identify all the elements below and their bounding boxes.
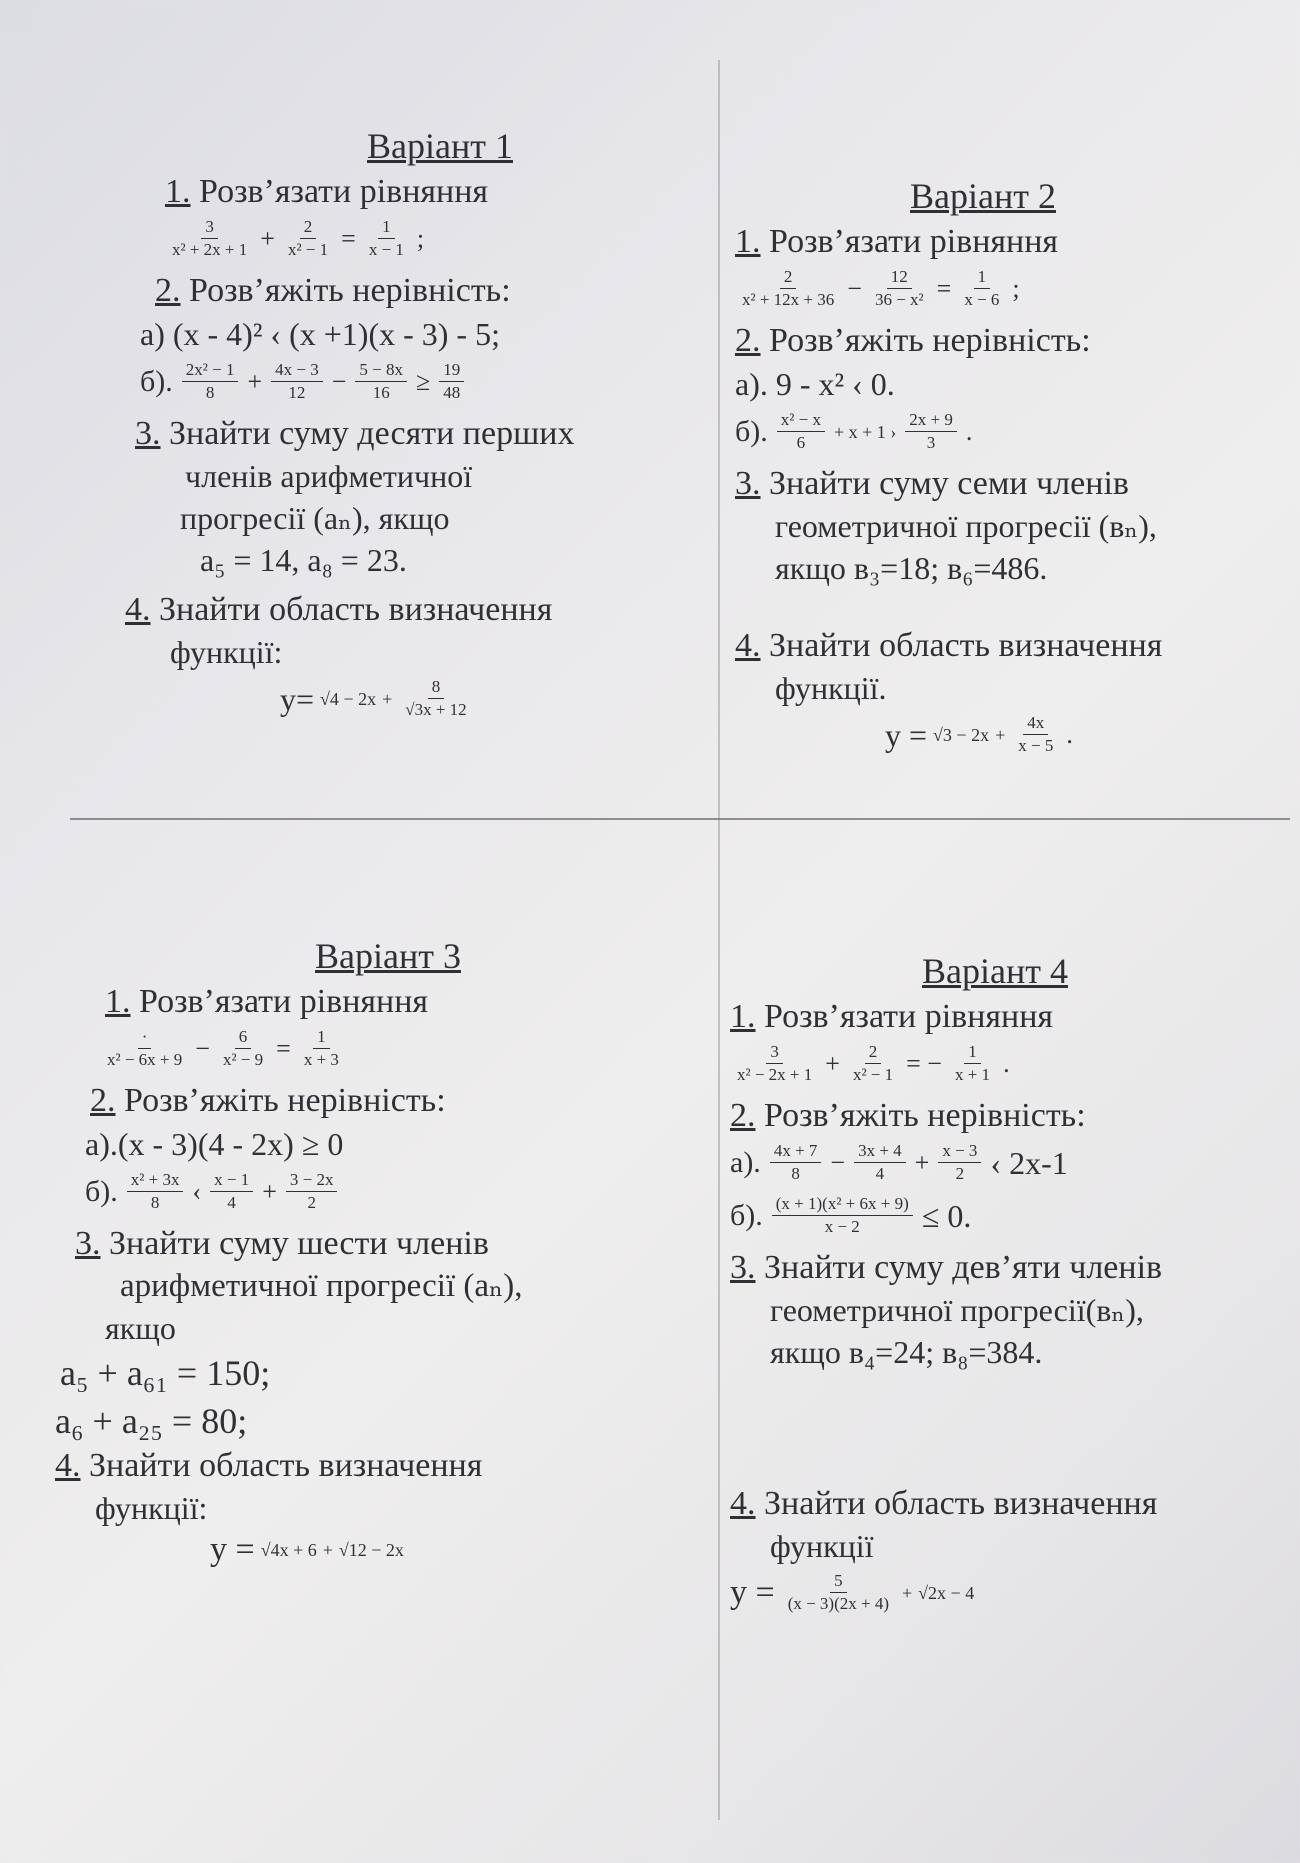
task-1: 1. Розв’язати рівняння (735, 223, 1059, 260)
task-4: 4. Знайти область визначення (735, 627, 1163, 664)
variant-1: Варіант 1 1. Розв’язати рівняння $\frac{3}{\text{x² + 2x + 1}}$ + $\frac{2}{\text{x² − 1}}$ = $\frac{1}{x - 1}$ ; 2. Розв’яжіть нерівність: а) (x - 4)² ‹ (x +1)(x - 3) - 5; б). $\frac{\text{2x² − 1}}{8}$ + $\frac{4x - 3}{12}$ − $\frac{5 - 8x}{16}$ ≥ $\frac{19}{48}$ 3. Знайти суму десяти перших членів арифметичної прогресії (aₙ), якщо a₅ = 14, a₈ = 23. 4. Знайти область визначення функції: y= √4 − 2x + $\frac{8}{√3x + 12}$ (140, 125, 720, 730)
fraction: $\frac{\text{2x² − 1}}{8}$ (182, 360, 239, 403)
task-3: 3. Знайти суму дев’яти членів (730, 1249, 1163, 1286)
fraction: $\frac{2}{\text{x² − 1}}$ (287, 217, 329, 259)
inequality-a: а) (x - 4)² ‹ (x +1)(x - 3) - 5; (140, 316, 500, 352)
variant-4: Варіант 4 1. Розв’язати рівняння $\frac{3}{\text{x² − 2x + 1}}$ + $\frac{2}{\text{x² − 1}}$ = − $\frac{1}{x + 1}$ . 2. Розв’яжіть нерівність: а). $\frac{4x + 7}{8}$ − $\frac{3x + 4}{4}$ + $\frac{x - 3}{2}$ ‹ 2x-1 б). $\frac{\text{(x + 1)(x² + 6x + 9)}}{x - 2}$ ≤ 0. 3. Знайти суму дев’яти членів геометричної прогресії(вₙ), якщо в₄=24; в₈=384. 4. Знайти область визначення функції y = $\frac{5}{(x - 3)(2x + 4)}$ + √2x − 4 (730, 950, 1300, 1624)
variant-2: Варіант 2 1. Розв’язати рівняння $\frac{2}{\text{x² + 12x + 36}}$ − $\frac{12}{\text{36 − x²}}$ = $\frac{1}{x - 6}$ ; 2. Розв’яжіть нерівність: а). 9 - x² ‹ 0. б). $\frac{\text{x² − x}}{6}$ + x + 1 › $\frac{2x + 9}{3}$ . 3. Знайти суму семи членів геометричної прогресії (вₙ), якщо в₃=18; в₆=486. 4. Знайти область визначення функції. y = √3 − 2x + $\frac{4x}{x - 5}$ . (735, 175, 1300, 766)
task-2: 2. Розв’яжіть нерівність: (730, 1097, 1086, 1134)
inequality-a: а). 9 - x² ‹ 0. (735, 366, 895, 402)
fraction: $\frac{\text{x² + 3x}}{8}$ (127, 1170, 184, 1213)
fraction: $\frac{2x + 9}{3}$ (905, 410, 957, 453)
row-divider (70, 818, 1290, 820)
task-2: 2. Розв’яжіть нерівність: (735, 322, 1091, 359)
fraction: $\frac{2}{\text{x² + 12x + 36}}$ (742, 267, 835, 309)
variant-title: Варіант 2 (910, 176, 1056, 216)
function: y = √4x + 6 + √12 − 2x (210, 1531, 404, 1568)
fraction: $\frac{x - 3}{2}$ (938, 1141, 981, 1184)
inequality-a: а).(x - 3)(4 - 2x) ≥ 0 (85, 1126, 344, 1162)
variant-title: Варіант 3 (315, 936, 461, 976)
task-1: 1. Розв’язати рівняння (165, 173, 489, 210)
task-4: 4. Знайти область визначення (55, 1447, 483, 1484)
function: y = $\frac{5}{(x - 3)(2x + 4)}$ + √2x − 4 (730, 1571, 975, 1613)
equation: $\frac{2}{\text{x² + 12x + 36}}$ − $\frac{12}{\text{36 − x²}}$ = $\frac{1}{x - 6}$ ; (735, 267, 1300, 310)
equation: $\frac{3}{\text{x² − 2x + 1}}$ + $\frac{2}{\text{x² − 1}}$ = − $\frac{1}{x + 1}$ . (730, 1042, 1300, 1085)
fraction: $\frac{8}{√3x + 12}$ (405, 677, 467, 719)
fraction: $\frac{4x + 7}{8}$ (770, 1141, 822, 1184)
inequality-b: б). $\frac{\text{(x + 1)(x² + 6x + 9)}}{x - 2}$ ≤ 0. (730, 1194, 972, 1236)
inequality-b: б). $\frac{\text{2x² − 1}}{8}$ + $\frac{4x - 3}{12}$ − $\frac{5 - 8x}{16}$ ≥ $\frac{19}{48}$ (140, 360, 720, 403)
fraction: $\frac{\cdot}{\text{x² − 6x + 9}}$ (107, 1027, 183, 1069)
task-3: 3. Знайти суму шести членів (75, 1225, 489, 1262)
fraction: $\frac{3}{\text{x² + 2x + 1}}$ (172, 217, 248, 259)
task-3: 3. Знайти суму семи членів (735, 465, 1129, 502)
fraction: $\frac{4x - 3}{12}$ (271, 360, 323, 403)
task-1: 1. Розв’язати рівняння (105, 983, 429, 1020)
variant-3: Варіант 3 1. Розв’язати рівняння $\frac{\cdot}{\text{x² − 6x + 9}}$ − $\frac{6}{\text{x² − 9}}$ = $\frac{1}{x + 3}$ 2. Розв’яжіть нерівність: а).(x - 3)(4 - 2x) ≥ 0 б). $\frac{\text{x² + 3x}}{8}$ ‹ $\frac{x - 1}{4}$ + $\frac{3 - 2x}{2}$ 3. Знайти суму шести членів арифметичної прогресії (aₙ), якщо a₅ + a₆₁ = 150; a₆ + a₂₅ = 80; 4. Знайти область визначення функції: y = √4x + 6 + √12 − 2x (55, 935, 635, 1577)
equation: $\frac{3}{\text{x² + 2x + 1}}$ + $\frac{2}{\text{x² − 1}}$ = $\frac{1}{x - 1}$ ; (165, 217, 720, 260)
task-3: 3. Знайти суму десяти перших (135, 415, 575, 452)
equation: $\frac{\cdot}{\text{x² − 6x + 9}}$ − $\frac{6}{\text{x² − 9}}$ = $\frac{1}{x + 3}$ (100, 1027, 635, 1070)
fraction: $\frac{x - 1}{4}$ (210, 1170, 253, 1213)
fraction: $\frac{3 - 2x}{2}$ (286, 1170, 338, 1213)
fraction: $\frac{3}{\text{x² − 2x + 1}}$ (737, 1042, 813, 1084)
task-4: 4. Знайти область визначення (730, 1485, 1158, 1522)
task-2: 2. Розв’яжіть нерівність: (90, 1082, 446, 1119)
variant-title: Варіант 1 (367, 126, 513, 166)
task-1: 1. Розв’язати рівняння (730, 998, 1054, 1035)
fraction: $\frac{6}{\text{x² − 9}}$ (222, 1027, 264, 1069)
inequality-b: б). $\frac{\text{x² − x}}{6}$ + x + 1 › $\frac{2x + 9}{3}$ . (735, 410, 973, 452)
inequality-a: а). $\frac{4x + 7}{8}$ − $\frac{3x + 4}{4}$ + $\frac{x - 3}{2}$ ‹ 2x-1 (730, 1141, 1068, 1183)
fraction: $\frac{4x}{x - 5}$ (1018, 713, 1054, 755)
inequality-b: б). $\frac{\text{x² + 3x}}{8}$ ‹ $\frac{x - 1}{4}$ + $\frac{3 - 2x}{2}$ (85, 1170, 635, 1213)
fraction: $\frac{5}{(x - 3)(2x + 4)}$ (787, 1571, 890, 1613)
task-2: 2. Розв’яжіть нерівність: (155, 272, 511, 309)
fraction: $\frac{1}{x + 3}$ (303, 1027, 339, 1069)
fraction: $\frac{3x + 4}{4}$ (854, 1141, 906, 1184)
fraction: $\frac{1}{x + 1}$ (954, 1042, 991, 1084)
fraction: $\frac{1}{x - 6}$ (964, 267, 1000, 309)
fraction: $\frac{1}{x - 1}$ (368, 217, 404, 259)
variant-title: Варіант 4 (922, 951, 1068, 991)
fraction: $\frac{\text{x² − x}}{6}$ (777, 410, 825, 453)
fraction: $\frac{\text{(x + 1)(x² + 6x + 9)}}{x - 2}$ (772, 1194, 913, 1237)
fraction: $\frac{5 - 8x}{16}$ (355, 360, 407, 403)
fraction: $\frac{2}{\text{x² − 1}}$ (852, 1042, 894, 1084)
function: y = √3 − 2x + $\frac{4x}{x - 5}$ . (885, 713, 1073, 755)
task-4: 4. Знайти область визначення (125, 591, 553, 628)
function: y= √4 − 2x + $\frac{8}{√3x + 12}$ (280, 677, 720, 720)
fraction: $\frac{19}{48}$ (439, 360, 464, 403)
fraction: $\frac{12}{\text{36 − x²}}$ (874, 267, 924, 309)
